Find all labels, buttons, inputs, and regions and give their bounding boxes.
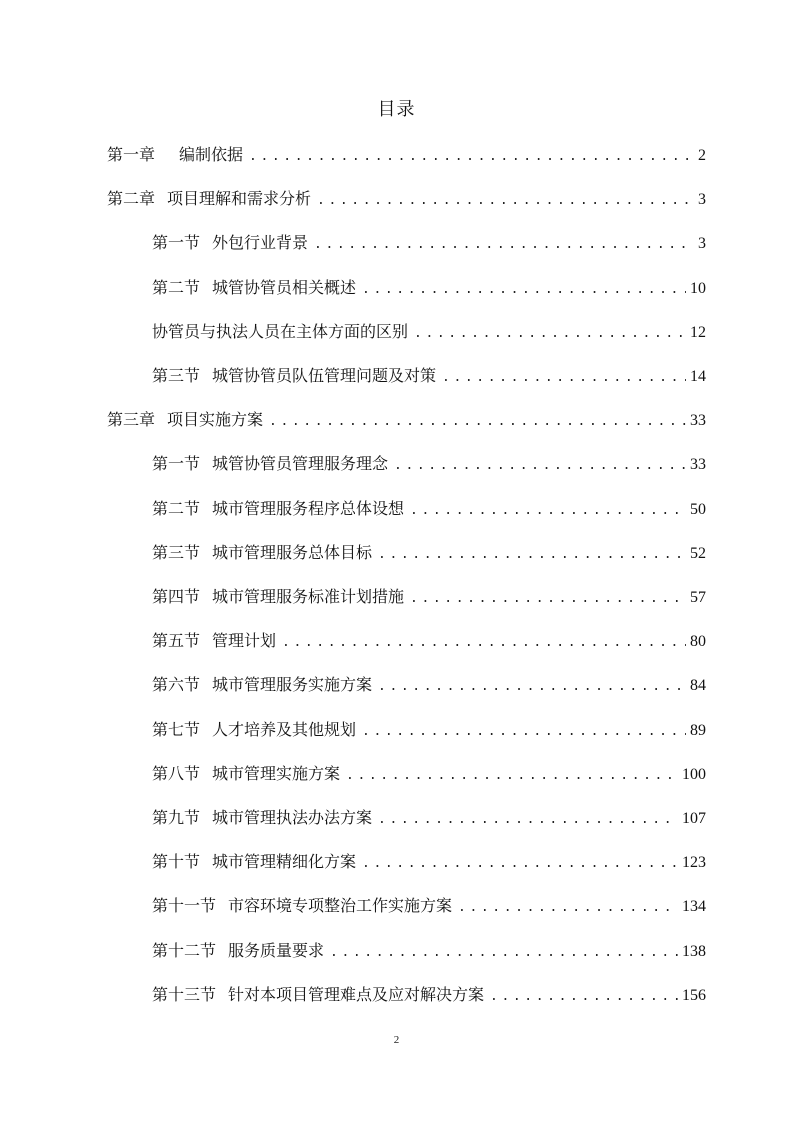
toc-entry-title: 外包行业背景 <box>212 233 309 253</box>
toc-entry-page: 57 <box>690 589 706 606</box>
toc-entry-page: 33 <box>690 412 706 430</box>
toc-entry[interactable] <box>152 938 706 964</box>
toc-entry-title: 城市管理实施方案 <box>212 763 341 783</box>
toc-entry-page: 138 <box>682 942 706 960</box>
toc-entry-text <box>152 849 356 875</box>
toc-entry-text <box>152 672 372 698</box>
toc-entry-page: 156 <box>682 986 706 1004</box>
toc-entry-title: 人才培养及其他规划 <box>212 719 357 739</box>
toc-entry-label: 第八节 <box>152 763 201 783</box>
toc-entry-label: 第一章 <box>107 145 156 164</box>
toc-entry[interactable] <box>152 230 706 256</box>
toc-entry-label: 第三节 <box>152 366 201 385</box>
toc-entry-title: 协管员与执法人员在主体方面的区别 <box>152 321 409 341</box>
toc-entry[interactable] <box>152 584 706 610</box>
toc-entry-title: 项目理解和需求分析 <box>167 189 312 209</box>
toc-entry-page: 89 <box>690 721 706 739</box>
toc-entry[interactable] <box>152 717 706 743</box>
toc-entry[interactable] <box>152 496 706 522</box>
toc-entry-title: 城管协管员队伍管理问题及对策 <box>212 366 437 385</box>
toc-entry-text <box>152 628 276 654</box>
toc-entry-title: 城市管理服务实施方案 <box>212 675 373 695</box>
toc-entry-text <box>152 805 372 831</box>
toc-title: 目录 <box>377 99 416 120</box>
toc-entry-title: 针对本项目管理难点及应对解决方案 <box>228 984 485 1004</box>
toc-entry-label: 第二章 <box>107 189 156 209</box>
toc-entry-text <box>152 982 484 1008</box>
dot-leader <box>442 365 686 391</box>
toc-entry-page: 134 <box>682 898 706 916</box>
toc-entry-label: 第一节 <box>152 233 201 253</box>
toc-entry-page: 33 <box>690 456 706 474</box>
toc-entry-text <box>152 230 308 256</box>
toc-entry[interactable] <box>107 142 706 168</box>
toc-entry[interactable] <box>152 849 706 875</box>
toc-entry-page: 107 <box>682 810 706 827</box>
toc-entry-title: 城市管理服务程序总体设想 <box>212 498 405 518</box>
toc-entry-page: 12 <box>690 323 706 341</box>
toc-entry[interactable] <box>152 982 706 1008</box>
toc-entry-label: 第三节 <box>152 542 201 562</box>
toc-entry-text <box>152 540 372 566</box>
toc-entry-text <box>107 186 311 212</box>
toc-entry-title: 城市管理执法办法方案 <box>212 808 373 827</box>
toc-entry[interactable] <box>152 319 706 345</box>
toc-entry-page: 2 <box>698 147 706 164</box>
dot-leader <box>249 144 694 170</box>
toc-entry-text <box>152 319 408 345</box>
toc-entry[interactable] <box>152 540 706 566</box>
toc-entry-label: 第九节 <box>152 808 201 827</box>
toc-entry-title: 编制依据 <box>179 145 244 164</box>
page-number: 2 <box>393 1034 400 1046</box>
toc-entry-page: 50 <box>690 500 706 518</box>
toc-entry-page: 80 <box>690 633 706 651</box>
toc-entry-page: 3 <box>698 191 706 209</box>
toc-entry-label: 第十一节 <box>152 896 217 916</box>
toc-entry-title: 市容环境专项整治工作实施方案 <box>228 896 453 916</box>
toc-entry-title: 城市管理服务总体目标 <box>212 542 373 562</box>
toc-entry-label: 第三章 <box>107 410 156 430</box>
dot-leader <box>378 807 678 833</box>
toc-entry-text <box>152 761 340 787</box>
toc-entry[interactable] <box>152 805 706 831</box>
toc-entry-text <box>107 407 263 433</box>
toc-entry-label: 第七节 <box>152 719 201 739</box>
toc-entry-title: 管理计划 <box>212 631 277 651</box>
toc-entry-page: 123 <box>682 854 706 872</box>
toc-entry-title: 城市管理精细化方案 <box>212 852 357 872</box>
dot-leader <box>394 453 686 479</box>
toc-entry-page: 3 <box>698 235 706 253</box>
dot-leader <box>314 232 694 258</box>
toc-entry-label: 第四节 <box>152 587 201 606</box>
dot-leader <box>490 984 678 1010</box>
dot-leader <box>378 542 686 568</box>
toc-entry-page: 10 <box>690 279 706 297</box>
toc-entry-label: 第十节 <box>152 852 201 872</box>
dot-leader <box>330 940 678 966</box>
toc-entry-text <box>152 938 324 964</box>
toc-entry-title: 城市管理服务标准计划措施 <box>212 587 405 606</box>
dot-leader <box>362 277 686 303</box>
toc-entry[interactable] <box>152 628 706 654</box>
dot-leader <box>410 498 686 524</box>
toc-entry-title: 城管协管员管理服务理念 <box>212 454 389 474</box>
toc-entry-label: 第十二节 <box>152 940 217 960</box>
toc-entry[interactable] <box>152 761 706 787</box>
toc-entry[interactable] <box>152 672 706 698</box>
toc-entry-text <box>152 584 404 610</box>
toc-entry-label: 第五节 <box>152 631 201 651</box>
toc-entry[interactable] <box>152 363 706 389</box>
dot-leader <box>346 763 678 789</box>
toc-entry-label: 第二节 <box>152 277 201 297</box>
toc-entry[interactable] <box>107 407 706 433</box>
dot-leader <box>269 409 686 435</box>
toc-entry-page: 52 <box>690 544 706 562</box>
dot-leader <box>458 895 678 921</box>
dot-leader <box>378 674 686 700</box>
toc-entry[interactable] <box>107 186 706 212</box>
dot-leader <box>362 719 686 745</box>
toc-entry[interactable] <box>152 893 706 919</box>
toc-entry-page: 100 <box>682 765 706 783</box>
toc-entry[interactable] <box>152 275 706 301</box>
dot-leader <box>410 586 686 612</box>
dot-leader <box>282 630 686 656</box>
toc-entry-text <box>152 496 404 522</box>
toc-entry[interactable] <box>152 451 706 477</box>
dot-leader <box>414 321 686 347</box>
toc-entry-text <box>152 893 452 919</box>
toc-entry-text <box>152 717 356 743</box>
toc-entry-title: 城管协管员相关概述 <box>212 277 357 297</box>
toc-entry-title: 项目实施方案 <box>167 410 264 430</box>
toc-entry-text <box>152 275 356 301</box>
dot-leader <box>362 851 678 877</box>
toc-entry-label: 第六节 <box>152 675 201 695</box>
toc-entry-title: 服务质量要求 <box>228 940 325 960</box>
dot-leader <box>317 188 694 214</box>
toc-entry-text <box>152 363 436 389</box>
toc-entry-label: 第十三节 <box>152 984 217 1004</box>
toc-entry-label: 第二节 <box>152 498 201 518</box>
toc-entry-page: 14 <box>690 368 706 385</box>
toc-entry-text <box>107 142 243 168</box>
toc-entry-label: 第一节 <box>152 454 201 474</box>
toc-entry-text <box>152 451 388 477</box>
toc-entry-page: 84 <box>690 677 706 695</box>
